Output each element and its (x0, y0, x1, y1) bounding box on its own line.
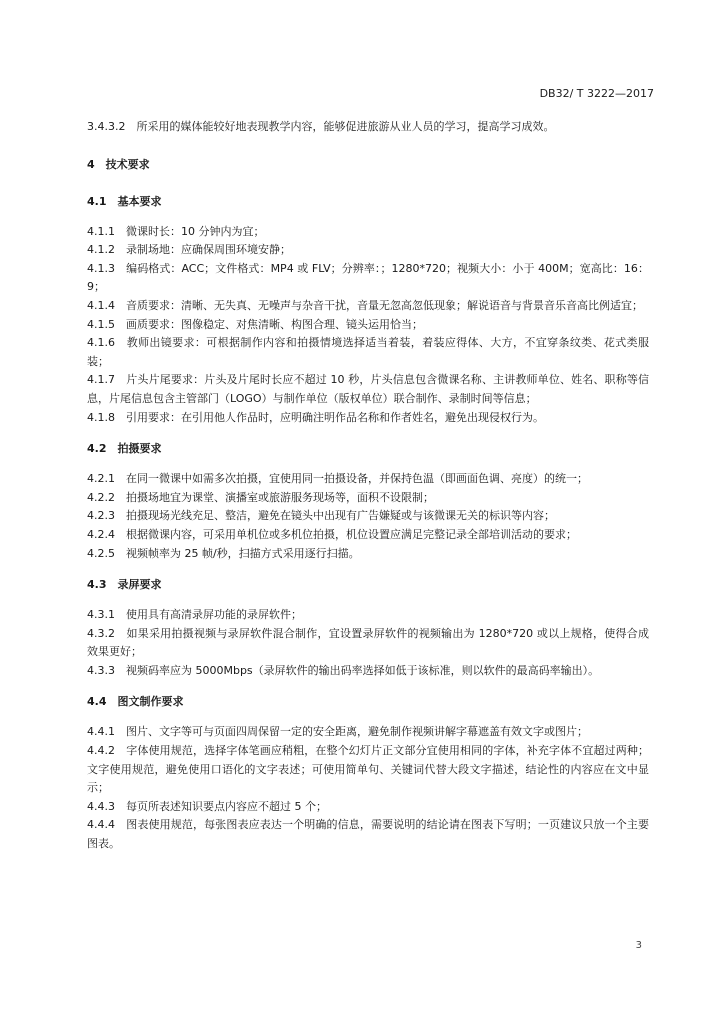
page-number: 3 (635, 940, 642, 951)
section-4-3-heading: 4.3 录屏要求 (87, 578, 162, 592)
spacer (87, 458, 649, 470)
clause-4-3-3: 4.3.3 视频码率应为 5000Mbps（录屏软件的输出码率选择如低于该标准，则以软件的最高码率输出）。 (87, 663, 600, 677)
chapter-4-heading: 4 技术要求 (87, 157, 150, 171)
spacer (87, 137, 649, 156)
clause-4-1-2: 4.1.2 录制场地：应确保周围环境安静； (87, 243, 291, 257)
spacer (87, 711, 649, 723)
clause-3-4-3-2: 3.4.3.2 所采用的媒体能较好地表现教学内容，能够促进旅游从业人员的学习，提高学习成效。 (87, 120, 555, 133)
clause-4-1-6: 4.1.6 教师出镜要求：可根据制作内容和拍摄情境选择适当着装，着装应得体、大方，不宜穿条纹类、花式类服装； (87, 336, 649, 368)
clause-4-4-4: 4.4.4 图表使用规范，每张图表应表达一个明确的信息，需要说明的结论请在图表下写明；一页建议只放一个主要图表。 (87, 818, 649, 851)
document-code-header: DB32/ T 3222—2017 (539, 87, 654, 100)
clause-4-1-5: 4.1.5 画质要求：图像稳定、对焦清晰、构图合理、镜头运用恰当； (87, 317, 423, 331)
spacer (87, 427, 649, 440)
section-4-1-heading: 4.1 基本要求 (87, 194, 162, 208)
spacer (87, 680, 649, 693)
clause-4-2-2: 4.2.2 拍摄场地宜为课堂、演播室或旅游服务现场等，面积不设限制； (87, 490, 434, 504)
clause-4-3-2: 4.3.2 如果采用拍摄视频与录屏软件混合制作，宜设置录屏软件的视频输出为 1280*720 或以上规格，使得合成效果更好； (87, 626, 649, 659)
clause-4-4-1: 4.4.1 图片、文字等可与页面四周保留一定的安全距离，避免制作视频讲解字幕遮盖有效文字或图片； (87, 725, 588, 739)
clause-4-1-4: 4.1.4 音质要求：清晰、无失真、无噪声与杂音干扰，音量无忽高忽低现象；解说语音与背景音乐音高比例适宜； (87, 298, 643, 312)
clause-4-2-3: 4.2.3 拍摄现场光线充足、整洁，避免在镜头中出现有广告嫌疑或与该微课无关的标识等内容； (87, 509, 555, 523)
document-body (87, 118, 649, 854)
clause-4-1-8: 4.1.8 引用要求：在引用他人作品时，应明确注明作品名称和作者姓名，避免出现侵权行为。 (87, 410, 544, 424)
section-4-4-heading: 4.4 图文制作要求 (87, 695, 184, 709)
clause-4-3-1: 4.3.1 使用具有高清录屏功能的录屏软件； (87, 608, 302, 622)
spacer (87, 563, 649, 576)
spacer (87, 174, 649, 193)
clause-4-2-1: 4.2.1 在同一微课中如需多次拍摄，宜使用同一拍摄设备，并保持色温（即画面色调、亮度）的统一； (87, 472, 588, 486)
clause-4-1-3: 4.1.3 编码格式：ACC；文件格式：MP4 或 FLV；分辨率：；1280*720；视频大小：小于 400M；宽高比：16：9； (87, 261, 649, 294)
clause-4-1-7: 4.1.7 片头片尾要求：片头及片尾时长应不超过 10 秒，片头信息包含微课名称、主讲教师单位、姓名、职称等信息，片尾信息包含主管部门（LOGO）与制作单位（版权单位）联合制作、录制时间等信息； (87, 373, 649, 405)
clause-4-4-2: 4.4.2 字体使用规范，选择字体笔画应稍粗，在整个幻灯片正文部分宜使用相同的字体，补充字体不宜超过两种；文字使用规范，避免使用口语化的文字表述；可使用简单句、关键词代替大段文字描述，结论性的内容应在文中显示； (87, 744, 649, 795)
spacer (87, 211, 649, 223)
clause-4-1-1: 4.1.1 微课时长：10 分钟内为宜； (87, 224, 265, 238)
clause-4-2-5: 4.2.5 视频帧率为 25 帧/秒，扫描方式采用逐行扫描。 (87, 546, 360, 560)
clause-4-2-4: 4.2.4 根据微课内容，可采用单机位或多机位拍摄，机位设置应满足完整记录全部培训活动的要求； (87, 527, 577, 541)
clause-4-4-3: 4.4.3 每页所表述知识要点内容应不超过 5 个； (87, 799, 327, 813)
spacer (87, 594, 649, 606)
section-4-2-heading: 4.2 拍摄要求 (87, 442, 162, 456)
